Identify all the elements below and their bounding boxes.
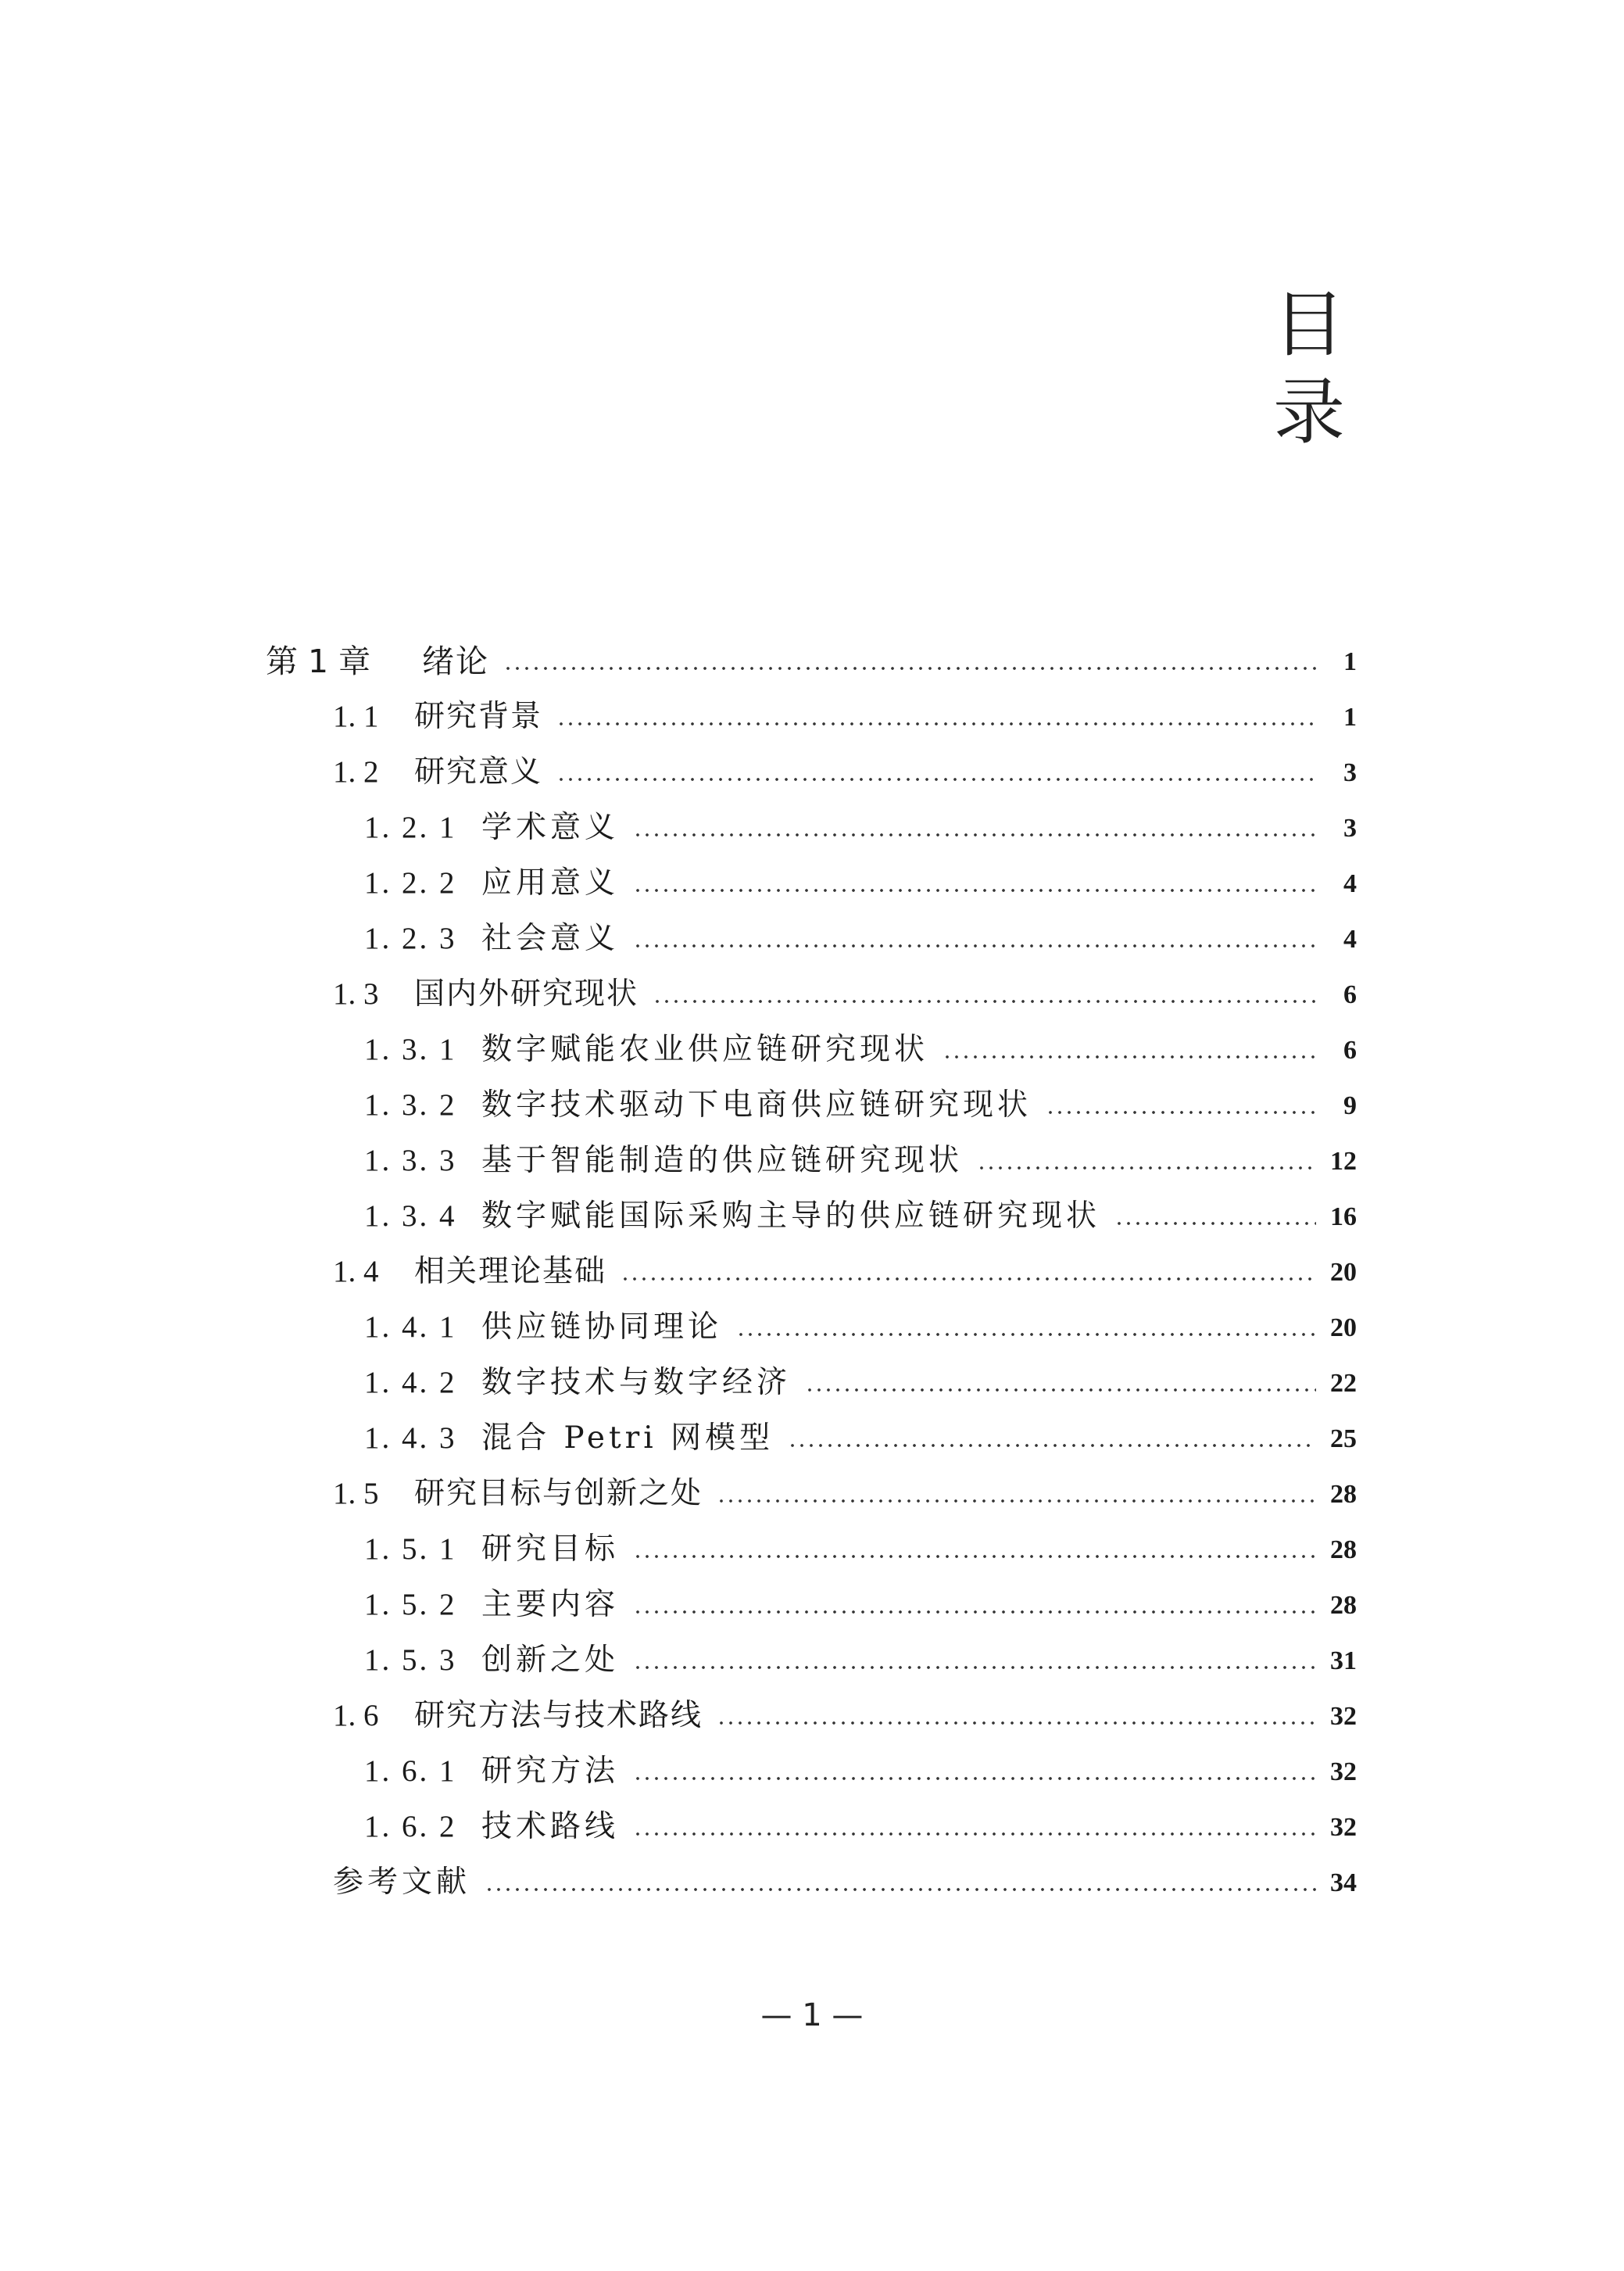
toc-entry-title: 研究方法与技术路线 — [414, 1698, 703, 1733]
toc-entry-title: 供应链协同理论 — [481, 1309, 723, 1345]
dot-leader — [633, 888, 1316, 893]
toc-entry-1-3[interactable] — [333, 966, 1357, 1013]
toc-entry-page: 20 — [1330, 1258, 1357, 1287]
toc-entry-1-3-1[interactable] — [364, 1022, 1357, 1069]
dot-leader — [633, 1832, 1316, 1836]
toc-entry-number: 1. 3 — [333, 977, 379, 1011]
dot-leader — [633, 944, 1316, 948]
dot-leader — [556, 722, 1316, 726]
toc-entry-1-4-3[interactable] — [364, 1410, 1357, 1457]
toc-entry-title: 应用意义 — [481, 865, 620, 901]
toc-entry-page: 28 — [1330, 1535, 1357, 1564]
toc-entry-page: 32 — [1330, 1813, 1357, 1842]
toc-entry-page: 20 — [1330, 1313, 1357, 1342]
toc-entry-title: 数字赋能国际采购主导的供应链研究现状 — [481, 1198, 1101, 1234]
dot-leader — [633, 1554, 1316, 1559]
dot-leader — [633, 833, 1316, 837]
toc-entry-title: 研究方法 — [481, 1753, 620, 1789]
toc-entry-page: 34 — [1330, 1868, 1357, 1897]
dot-leader — [736, 1332, 1316, 1337]
toc-entry-page: 12 — [1330, 1147, 1357, 1176]
toc-entry-1-3-3[interactable] — [364, 1133, 1357, 1180]
toc-entry-page: 1 — [1343, 703, 1357, 732]
toc-entry-title: 研究目标与创新之处 — [414, 1476, 703, 1511]
dot-leader — [503, 666, 1316, 671]
dot-leader — [556, 777, 1316, 782]
toc-entry-1-5-3[interactable] — [364, 1632, 1357, 1679]
toc-entry-page: 28 — [1330, 1591, 1357, 1620]
toc-entry-page: 6 — [1343, 980, 1357, 1009]
dot-leader — [485, 1887, 1316, 1892]
toc-entry-number: 1. 1 — [333, 700, 379, 733]
toc-entry-page: 28 — [1330, 1480, 1357, 1509]
toc-entry-title: 研究背景 — [414, 699, 543, 734]
toc-entry-page: 4 — [1343, 869, 1357, 898]
toc-entry-1-2-3[interactable] — [364, 911, 1357, 958]
toc-entry-title: 研究意义 — [414, 754, 543, 790]
toc-entry-title: 数字技术驱动下电商供应链研究现状 — [481, 1087, 1032, 1123]
toc-entry-1-2-1[interactable] — [364, 800, 1357, 847]
toc-entry-page: 25 — [1330, 1424, 1357, 1453]
toc-entry-1-6-1[interactable] — [364, 1743, 1357, 1790]
toc-heading-char-1: 目 — [1272, 283, 1345, 367]
dot-leader — [621, 1277, 1316, 1281]
toc-entry-title: 研究目标 — [481, 1531, 620, 1567]
toc-entry-page: 32 — [1330, 1702, 1357, 1731]
toc-entry-page: 3 — [1343, 814, 1357, 843]
toc-entry-number: 1. 3. 4 — [364, 1199, 457, 1233]
page-number: — 1 — — [760, 1997, 864, 2033]
toc-entry-1-4-2[interactable] — [364, 1355, 1357, 1402]
toc-entry-1-2-2[interactable] — [364, 855, 1357, 902]
dot-leader — [653, 999, 1316, 1004]
toc-entry-page: 3 — [1343, 758, 1357, 787]
toc-heading — [1258, 281, 1360, 457]
toc-entry-1-1[interactable] — [333, 689, 1357, 736]
dot-leader — [633, 1776, 1316, 1781]
toc-entry-page: 16 — [1330, 1202, 1357, 1231]
toc-entry-number: 1. 2. 2 — [364, 866, 457, 900]
toc-entry-title: 相关理论基础 — [414, 1254, 607, 1289]
toc-entry-title: 基于智能制造的供应链研究现状 — [481, 1143, 964, 1178]
dot-leader — [1114, 1221, 1316, 1226]
toc-entry-number: 1. 4. 3 — [364, 1421, 457, 1455]
toc-entry-number: 1. 4. 2 — [364, 1366, 457, 1399]
toc-entry-number: 1. 5. 2 — [364, 1588, 457, 1621]
toc-entry-1-3-2[interactable] — [364, 1077, 1357, 1124]
toc-entry-1-5[interactable] — [333, 1466, 1357, 1513]
toc-entry-number: 1. 5 — [333, 1477, 379, 1510]
toc-entry-title: 混合 Petri 网模型 — [481, 1420, 774, 1456]
toc-entry-title: 创新之处 — [481, 1642, 620, 1678]
toc-entry-title: 技术路线 — [481, 1809, 620, 1844]
toc-entry-number: 1. 3. 3 — [364, 1144, 457, 1177]
toc-entry-title: 社会意义 — [481, 921, 620, 956]
dot-leader — [633, 1610, 1316, 1614]
toc-entry-number: 1. 5. 1 — [364, 1532, 457, 1566]
toc-entry-chapter-1[interactable] — [266, 633, 1357, 680]
toc-entry-number: 1. 3. 1 — [364, 1033, 457, 1066]
toc-entry-title: 数字技术与数字经济 — [481, 1365, 792, 1400]
toc-entry-1-4-1[interactable] — [364, 1299, 1357, 1346]
toc-entry-title: 学术意义 — [481, 810, 620, 845]
toc-entry-page: 22 — [1330, 1369, 1357, 1398]
toc-entry-number: 1. 3. 2 — [364, 1088, 457, 1122]
toc-entry-1-2[interactable] — [333, 744, 1357, 791]
toc-entry-page: 6 — [1343, 1036, 1357, 1065]
toc-entry-number: 1. 6 — [333, 1699, 379, 1732]
dot-leader — [1046, 1110, 1316, 1115]
toc-entry-page: 31 — [1330, 1646, 1357, 1675]
toc-entry-number: 1. 4 — [333, 1255, 379, 1288]
toc-entry-title: 绪论 — [422, 643, 489, 680]
dot-leader — [943, 1055, 1316, 1059]
toc-entry-1-5-1[interactable] — [364, 1521, 1357, 1568]
dot-leader — [717, 1499, 1316, 1503]
toc-entry-number: 1. 6. 2 — [364, 1810, 457, 1843]
toc-entry-page: 4 — [1343, 925, 1357, 954]
toc-entry-number: 1. 2 — [333, 755, 379, 789]
toc-entry-number: 1. 2. 1 — [364, 811, 457, 844]
toc-entry-number: 第 1 章 — [266, 643, 371, 680]
dot-leader — [633, 1665, 1316, 1670]
toc-entry-title: 数字赋能农业供应链研究现状 — [481, 1032, 929, 1067]
toc-heading-char-2: 录 — [1272, 371, 1345, 454]
toc-entry-number: 1. 2. 3 — [364, 922, 457, 955]
dot-leader — [788, 1443, 1316, 1448]
toc-entry-number: 1. 5. 3 — [364, 1643, 457, 1677]
toc-entry-page: 9 — [1343, 1091, 1357, 1120]
toc-entry-title: 参考文献 — [333, 1864, 471, 1900]
toc-entry-1-6-2[interactable] — [364, 1799, 1357, 1846]
toc-entry-title: 国内外研究现状 — [414, 976, 639, 1012]
toc-entry-1-3-4[interactable] — [364, 1188, 1357, 1235]
toc-entry-1-5-2[interactable] — [364, 1577, 1357, 1624]
toc-entry-1-4[interactable] — [333, 1244, 1357, 1291]
toc-entry-references[interactable] — [333, 1854, 1357, 1901]
toc-entry-number: 1. 4. 1 — [364, 1310, 457, 1344]
dot-leader — [805, 1388, 1316, 1392]
dot-leader — [977, 1166, 1316, 1170]
toc-entry-page: 32 — [1330, 1757, 1357, 1786]
toc-entry-page: 1 — [1343, 647, 1357, 676]
toc-entry-title: 主要内容 — [481, 1587, 620, 1622]
toc-entry-number: 1. 6. 1 — [364, 1754, 457, 1788]
dot-leader — [717, 1721, 1316, 1725]
toc-entry-1-6[interactable] — [333, 1688, 1357, 1735]
